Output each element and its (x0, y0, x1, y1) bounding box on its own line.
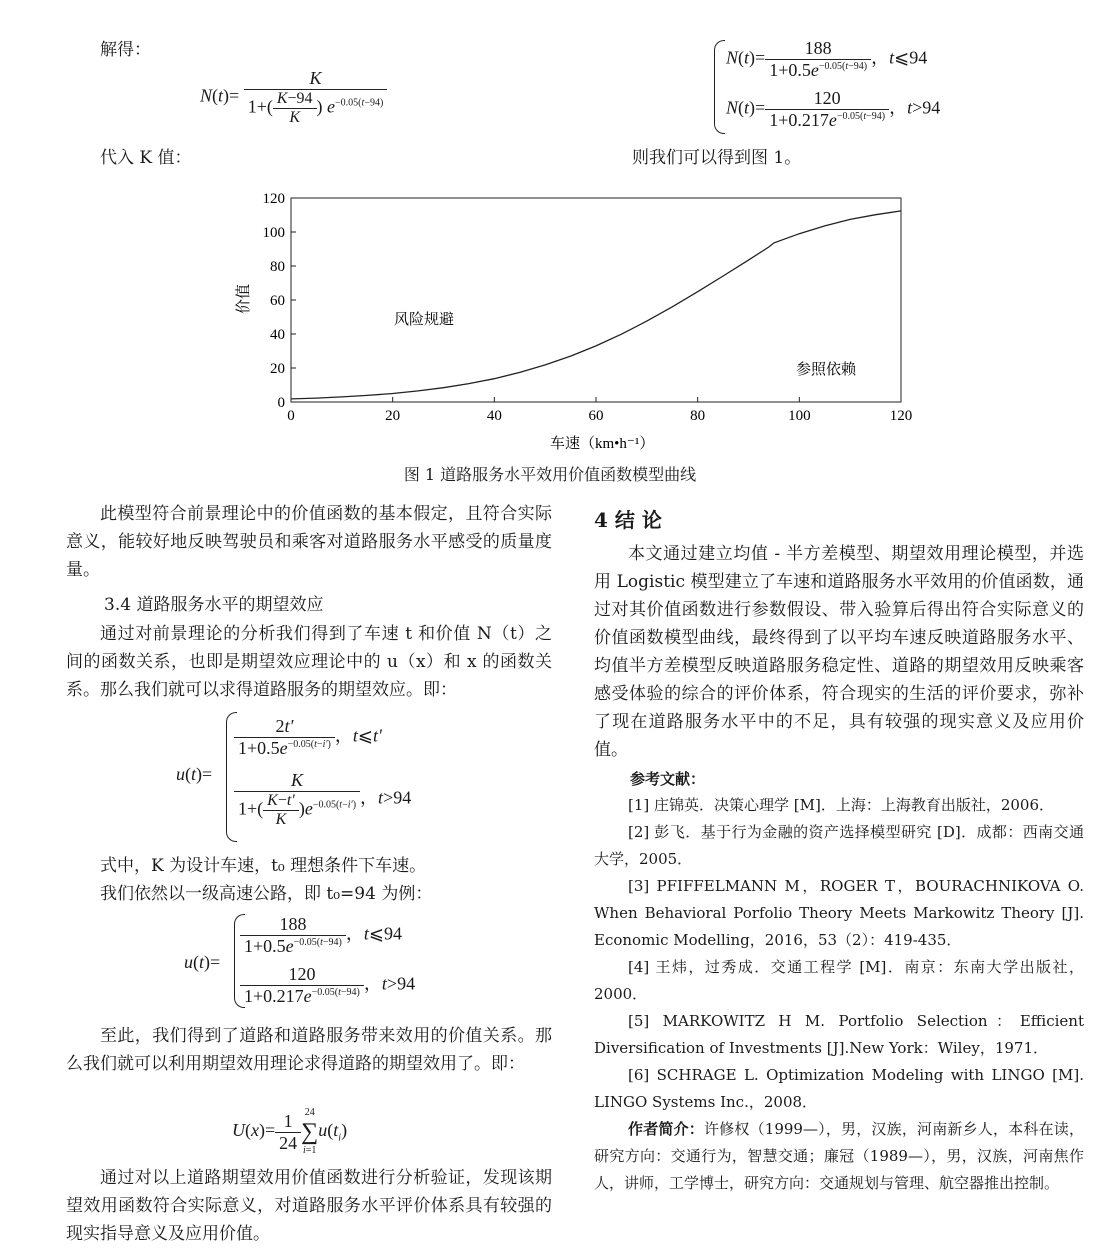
equation-u94-label: u(t)= (184, 952, 221, 972)
solve-label: 解得： (100, 40, 151, 60)
author-bio (594, 1116, 1084, 1197)
y-tick-label: 80 (270, 259, 285, 275)
substitute-k-label: 代入 K 值： (100, 148, 192, 168)
reference-6: [6] SCHRAGE L. Optimization Modeling with LINGO [M]. LINGO Systems Inc.，2008． (594, 1066, 1084, 1111)
equation-u-case1: $\frac{2t'}{1+0.5e^{-0.05(t-i')}}$ ，t⩽t′ (234, 716, 382, 759)
y-tick-label: 60 (270, 293, 285, 309)
equation-n-general: N(t)= K 1+( $\frac{K-94}{K}$ ) $e^{-0.05(t-94)}$ (200, 68, 387, 127)
section-3-4-heading: 3.4 道路服务水平的期望效应 (104, 595, 324, 615)
equation-u-case2: K 1+( $\frac{K-t'}{K}$ )$e^{-0.05(t-i')}$ ，t>94 (234, 770, 411, 829)
x-tick-label: 60 (588, 408, 604, 424)
figure-caption: 图 1 道路服务水平效用价值函数模型曲线 (403, 465, 697, 484)
equation-n-case2: N(t)= $\frac{120}{1+0.217e^{-0.05(t-94)}}$ ，t>94 (726, 88, 941, 130)
author-bio-text: 许修权（1999—），男，汉族，河南新乡人，本科在读，研究方向：交通行为，智慧交通；廉冠（1989—），男，汉族，河南焦作人，讲师，工学博士，研究方向：交通规划与管理、航空器推出控制。 (594, 1120, 1084, 1192)
reference-4: [4] 王炜，过秀成．交通工程学 [M]．南京：东南大学出版社，2000． (594, 958, 1084, 1003)
section-4-heading: 4 结 论 (594, 508, 662, 532)
y-tick-label: 120 (262, 191, 285, 207)
x-tick-label: 40 (486, 408, 502, 424)
paragraph-k-definition: 式中，K 为设计车速，t₀ 理想条件下车速。 (100, 856, 427, 876)
y-axis-label: 价值 (236, 283, 252, 314)
y-tick-label: 100 (262, 225, 285, 241)
paragraph-validation: 通过对以上道路期望效用价值函数进行分析验证，发现该期望效用函数符合实际意义，对道路服务水平评价体系具有较强的现实指导意义及应用价值。 (66, 1168, 552, 1244)
reference-3: [3] PFIFFELMANN M，ROGER T，BOURACHNIKOVA O. When Behavioral Porfolio Theory Meets Markowitz Theory [J]. Economic Modelling，2016，53（2）：419-435． (594, 877, 1084, 949)
x-axis-label: 车速（km•h⁻¹） (550, 436, 655, 452)
equation-u94-case2: $\frac{120}{1+0.217e^{-0.05(t-94)}}$ ，t>94 (240, 964, 415, 1007)
paragraph-model-fit: 此模型符合前景理论中的价值函数的基本假定，且符合实际意义，能较好地反映驾驶员和乘客对道路服务水平感受的质量度量。 (66, 504, 552, 580)
y-tick-label: 0 (277, 395, 285, 411)
annotation-reference-dependence: 参照依赖 (796, 362, 857, 378)
x-tick-label: 80 (690, 408, 706, 424)
author-bio-label: 作者简介： (628, 1120, 704, 1138)
equation-expected-utility: U(x)= $\frac{1}{24}$ 24 ∑ i=1 $u(t_i)$ (232, 1107, 348, 1156)
x-tick-label: 20 (385, 408, 401, 424)
x-tick-label: 0 (287, 408, 295, 424)
x-axis (287, 397, 912, 424)
paragraph-conclusion: 本文通过建立均值 - 半方差模型、期望效用理论模型，并选用 Logistic 模型建立了车速和道路服务水平效用的价值函数，通过对其价值函数进行参数假设、带入验算后得出符合实际意义的价值函数模型曲线，最终得到了以平均车速反映道路服务水平、均值半方差模型反映道路服务稳定性、道路的期望效用反映乘客感受体验的综合的评价体系，符合现实的生活的评价要求，弥补了现在道路服务水平中的不足，具有较强的现实意义及应用价值。 (594, 544, 1084, 760)
reference-2: [2] 彭飞．基于行为金融的资产选择模型研究 [D]．成都：西南交通大学，2005． (594, 823, 1084, 868)
paragraph-expected-effect: 通过对前景理论的分析我们得到了车速 t 和价值 N（t）之间的函数关系，也即是期望效应理论中的 u（x）和 x 的函数关系。那么我们就可以求得道路服务的期望效应。即： (66, 624, 552, 700)
paragraph-value-relation: 至此，我们得到了道路和道路服务带来效用的价值关系。那么我们就可以利用期望效用理论求得道路的期望效用了。即： (66, 1026, 552, 1074)
equation-u94-case1: $\frac{188}{1+0.5e^{-0.05(t-94)}}$ ，t⩽94 (240, 914, 402, 957)
references-heading: 参考文献： (630, 770, 706, 788)
x-tick-label: 120 (889, 408, 913, 424)
piecewise-brace (714, 40, 725, 134)
reference-5: [5] MARKOWITZ H M. Portfolio Selection：Efficient Diversification of Investments [J].New York：Wiley，1971． (594, 1012, 1084, 1057)
x-tick-label: 100 (788, 408, 811, 424)
annotation-risk-avoid: 风险规避 (394, 312, 455, 328)
reference-1: [1] 庄锦英．决策心理学 [M]．上海：上海教育出版社，2006． (628, 796, 1055, 814)
equation-u-label: u(t)= (176, 764, 213, 784)
figure-reference-text: 则我们可以得到图 1。 (632, 148, 802, 168)
equation-n-case1: N(t)= $\frac{188}{1+0.5e^{-0.05(t-94)}}$ ，t⩽94 (726, 38, 928, 80)
y-tick-label: 40 (270, 327, 285, 343)
paragraph-highway-example: 我们依然以一级高速公路，即 t₀=94 为例： (100, 884, 433, 904)
y-tick-label: 20 (270, 361, 285, 377)
value-function-chart (200, 186, 930, 458)
